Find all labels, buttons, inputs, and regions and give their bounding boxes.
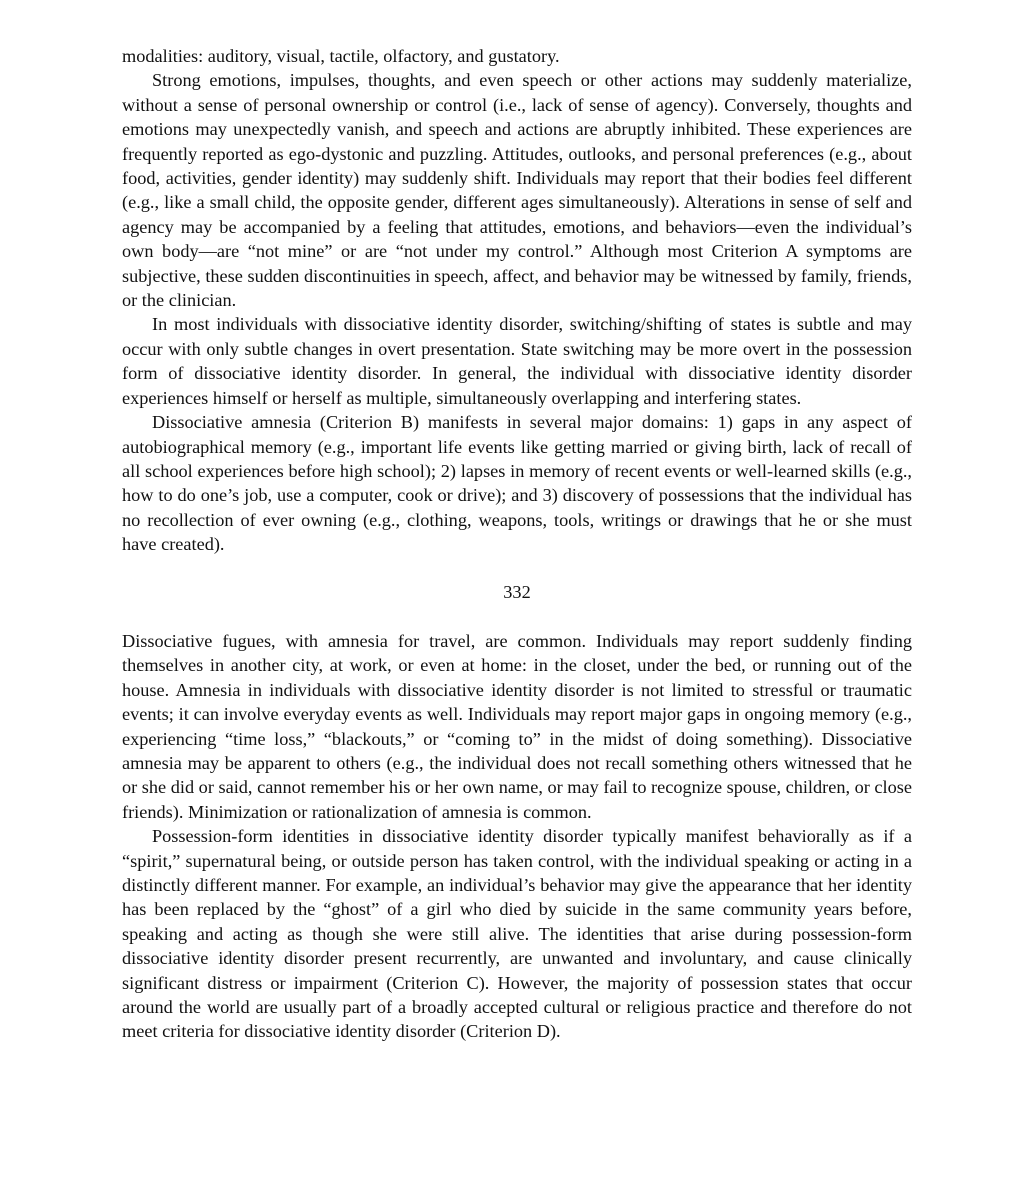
paragraph-possession-form: Possession-form identities in dissociative identity disorder typically manifest behaviorally as if a “spirit,” supernatural being, or outside person has taken control, with the individual speaking or acting in a distinctly different manner. For example, an individual’s behavior may give the appearance that her identity has been replaced by the “ghost” of a girl who died by suicide in the same community years before, speaking and acting as though she were still alive. The identities that arise during possession-form dissociative identity disorder present recurrently, are unwanted and involuntary, and cause clinically significant distress or impairment (Criterion C). However, the majority of possession states that occur around the world are usually part of a broadly accepted cultural or religious practice and therefore do not meet criteria for dissociative identity disorder (Criterion D). — [122, 826, 912, 1042]
page-number: 332 — [503, 581, 531, 602]
document-page — [122, 44, 912, 1044]
paragraph-state-switching: In most individuals with dissociative identity disorder, switching/shifting of states is subtle and may occur with only subtle changes in overt presentation. State switching may be more overt in the possession form of dissociative identity disorder. In general, the individual with dissociative identity disorder experiences himself or herself as multiple, simultaneously overlapping and interfering states. — [122, 314, 912, 408]
paragraph-continuation: modalities: auditory, visual, tactile, olfactory, and gustatory. — [122, 46, 560, 66]
paragraph-dissociative-fugues: Dissociative fugues, with amnesia for travel, are common. Individuals may report suddenly finding themselves in another city, at work, or even at home: in the closet, under the bed, or running out of the house. Amnesia in individuals with dissociative identity disorder is not limited to stressful or traumatic events; it can involve everyday events as well. Individuals may report major gaps in ongoing memory (e.g., experiencing “time loss,” “blackouts,” or “coming to” in the midst of doing something). Dissociative amnesia may be apparent to others (e.g., the individual does not recall something others witnessed that he or she did or said, cannot remember his or her own name, or may fail to recognize spouse, children, or close friends). Minimization or rationalization of amnesia is common. — [122, 630, 912, 822]
paragraph-dissociative-amnesia: Dissociative amnesia (Criterion B) manifests in several major domains: 1) gaps in any aspect of autobiographical memory (e.g., important life events like getting married or giving birth, lack of recall of all school experiences before high school); 2) lapses in memory of recent events or well-learned skills (e.g., how to do one’s job, use a computer, cook or drive); and 3) discovery of possessions that the individual has no recollection of ever owning (e.g., clothing, weapons, tools, writings or drawings that he or she must have created). — [122, 412, 912, 555]
paragraph-sense-of-agency: Strong emotions, impulses, thoughts, and even speech or other actions may suddenly materialize, without a sense of personal ownership or control (i.e., lack of sense of agency). Conversely, thoughts and emotions may unexpectedly vanish, and speech and actions are abruptly inhibited. These experiences are frequently reported as ego-dystonic and puzzling. Attitudes, outlooks, and personal preferences (e.g., about food, activities, gender identity) may suddenly shift. Individuals may report that their bodies feel different (e.g., like a small child, the opposite gender, different ages simultaneously). Alterations in sense of self and agency may be accompanied by a feeling that attitudes, emotions, and behaviors—even the individual’s own body—are “not mine” or are “not under my control.” Although most Criterion A symptoms are subjective, these sudden discontinuities in speech, affect, and behavior may be witnessed by family, friends, or the clinician. — [122, 70, 912, 311]
